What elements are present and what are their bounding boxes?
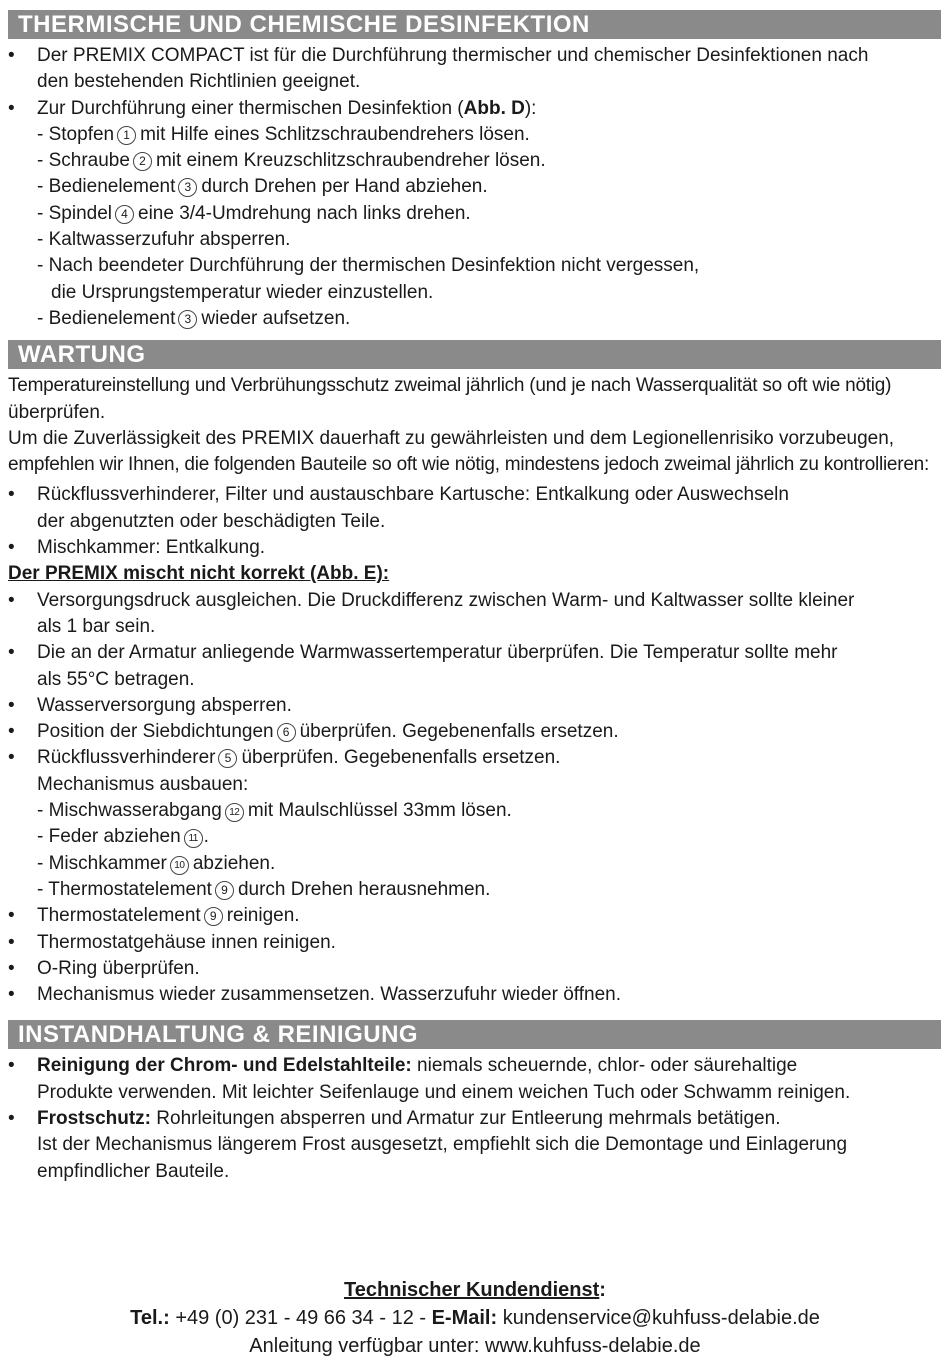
text: ):	[524, 97, 537, 119]
text: - Spindel	[37, 202, 112, 224]
bullet-item	[8, 535, 941, 561]
bullet: •	[8, 642, 15, 664]
text-line	[8, 905, 300, 926]
step-line: - Kaltwasserzufuhr absperren.	[37, 229, 291, 251]
wartung-body	[8, 373, 941, 1008]
bullet: •	[8, 957, 15, 979]
section-header-instandhaltung: INSTANDHALTUNG & REINIGUNG	[8, 1020, 941, 1049]
text-line: Thermostatgehäuse innen reinigen.	[37, 931, 336, 953]
text: niemals scheuernde, chlor- oder säurehaltige	[411, 1055, 798, 1077]
part-number-circle: 11	[184, 829, 203, 848]
bullet-item	[8, 693, 941, 719]
bullet-item	[8, 43, 941, 69]
text: Thermostatelement	[37, 905, 201, 927]
section-header-desinfektion: THERMISCHE UND CHEMISCHE DESINFEKTION	[8, 10, 941, 39]
text-line: Temperatureinstellung und Verbrühungsschutz zweimal jährlich (und je nach Wasserqualität so oft wie nötig)	[8, 375, 892, 397]
part-number-circle: 3	[178, 310, 197, 329]
text-line	[8, 1108, 780, 1129]
text-line: Produkte verwenden. Mit leichter Seifenlauge und einem weichen Tuch oder Schwamm reinigen.	[37, 1081, 851, 1103]
colon: :	[599, 1279, 606, 1301]
text: - Thermostatelement	[37, 878, 212, 900]
document-page	[8, 10, 941, 1185]
text: reinigen.	[226, 905, 300, 927]
text: Zur Durchführung einer thermischen Desinfektion (	[37, 97, 464, 119]
text-line: Wasserversorgung absperren.	[37, 694, 292, 716]
bullet-item	[8, 1053, 941, 1079]
bullet: •	[8, 1055, 15, 1077]
text: mit Hilfe eines Schlitzschraubendrehers lösen.	[140, 123, 530, 145]
text-line: Mischkammer: Entkalkung.	[37, 537, 266, 559]
text-line: Die an der Armatur anliegende Warmwassertemperatur überprüfen. Die Temperatur sollte mehr	[37, 642, 838, 664]
bullet: •	[8, 747, 15, 769]
bullet-item	[8, 745, 941, 771]
text-line	[8, 1055, 797, 1076]
text: .	[203, 826, 209, 848]
text-line: Um die Zuverlässigkeit des PREMIX dauerhaft zu gewährleisten und dem Legionellenrisiko vorzubeugen,	[8, 427, 895, 449]
text-line: empfehlen wir Ihnen, die folgenden Bauteile so oft wie nötig, mindestens jedoch zweimal jährlich zu kontrollieren:	[8, 454, 929, 476]
part-number-circle: 10	[170, 856, 189, 875]
text: - Bedienelement	[37, 176, 176, 198]
bullet: •	[8, 984, 15, 1006]
bullet-item	[8, 588, 941, 614]
bullet: •	[8, 589, 15, 611]
bullet: •	[8, 537, 15, 559]
step-line	[8, 851, 941, 877]
instandhaltung-body	[8, 1053, 941, 1184]
step-line	[8, 877, 941, 903]
service-heading	[0, 1276, 950, 1304]
text: durch Drehen herausnehmen.	[237, 878, 491, 900]
bullet: •	[8, 694, 15, 716]
bullet-item	[8, 719, 941, 745]
subheading: Der PREMIX mischt nicht korrekt (Abb. E):	[8, 563, 390, 585]
text: abziehen.	[192, 852, 276, 874]
text: Position der Siebdichtungen	[37, 721, 274, 743]
text: mit Maulschlüssel 33mm lösen.	[247, 800, 512, 822]
text: überprüfen. Gegebenenfalls ersetzen.	[299, 721, 619, 743]
step-line: - Nach beendeter Durchführung der thermischen Desinfektion nicht vergessen,	[37, 255, 700, 277]
text-line	[8, 747, 560, 768]
bullet-item	[8, 1106, 941, 1132]
tel-value: +49 (0) 231 - 49 66 34 - 12 -	[169, 1307, 432, 1329]
text: - Schraube	[37, 150, 130, 172]
text: wieder aufsetzen.	[201, 307, 351, 329]
part-number-circle: 12	[225, 803, 244, 822]
part-number-circle: 2	[133, 152, 152, 171]
bullet: •	[8, 931, 15, 953]
part-number-circle: 9	[204, 907, 223, 926]
part-number-circle: 4	[115, 205, 134, 224]
manual-link-line: Anleitung verfügbar unter: www.kuhfuss-delabie.de	[249, 1335, 701, 1357]
bullet: •	[8, 484, 15, 506]
step-line	[8, 201, 941, 227]
text: - Feder abziehen	[37, 826, 181, 848]
step-line	[8, 798, 941, 824]
part-number-circle: 6	[277, 723, 296, 742]
bullet-item	[8, 482, 941, 508]
text-line: als 55°C betragen.	[37, 668, 195, 690]
text-line	[8, 721, 619, 742]
text: überprüfen. Gegebenenfalls ersetzen.	[241, 747, 561, 769]
text-line: den bestehenden Richtlinien geeignet.	[37, 71, 361, 93]
bullet: •	[8, 721, 15, 743]
text: - Mischwasserabgang	[37, 800, 222, 822]
text: durch Drehen per Hand abziehen.	[201, 176, 488, 198]
text: Rohrleitungen absperren und Armatur zur Entleerung mehrmals betätigen.	[151, 1107, 781, 1129]
part-number-circle: 5	[218, 749, 237, 768]
footer	[0, 1276, 950, 1360]
step-line: die Ursprungstemperatur wieder einzustellen.	[51, 281, 434, 303]
text-line: Versorgungsdruck ausgleichen. Die Druckdifferenz zwischen Warm- und Kaltwasser sollte kleiner	[37, 589, 855, 611]
bullet: •	[8, 97, 15, 119]
part-number-circle: 1	[117, 126, 136, 145]
mail-label: E-Mail:	[431, 1307, 498, 1329]
part-number-circle: 3	[178, 178, 197, 197]
text: - Stopfen	[37, 123, 115, 145]
text-line: Mechanismus wieder zusammensetzen. Wasserzufuhr wieder öffnen.	[37, 984, 621, 1006]
text-line: Ist der Mechanismus längerem Frost ausgesetzt, empfiehlt sich die Demontage und Einlagerung	[37, 1134, 848, 1156]
text: Rückflussverhinderer	[37, 747, 216, 769]
bullet: •	[8, 45, 15, 66]
part-number-circle: 9	[215, 881, 234, 900]
tel-label: Tel.:	[130, 1307, 170, 1329]
figure-ref: Abb. D	[463, 97, 525, 119]
text-line	[8, 98, 536, 119]
bold-label: Frostschutz:	[37, 1107, 151, 1129]
text-line: Rückflussverhinderer, Filter und austauschbare Kartusche: Entkalkung oder Auswechseln	[37, 484, 789, 506]
service-title: Technischer Kundendienst	[344, 1279, 600, 1301]
bullet: •	[8, 1107, 15, 1129]
bullet-item	[8, 96, 941, 122]
text: - Bedienelement	[37, 307, 176, 329]
text-line: der abgenutzten oder beschädigten Teile.	[37, 510, 386, 532]
text-line: O-Ring überprüfen.	[37, 957, 200, 979]
text-line: überprüfen.	[8, 401, 106, 423]
bullet-item	[8, 930, 941, 956]
text-line: Mechanismus ausbauen:	[37, 773, 249, 795]
bullet-item	[8, 640, 941, 666]
bullet-item	[8, 982, 941, 1008]
bullet-item	[8, 903, 941, 929]
step-line	[8, 122, 941, 148]
bullet-item	[8, 956, 941, 982]
text-line: Der PREMIX COMPACT ist für die Durchführung thermischer und chemischer Desinfektionen nach	[37, 45, 869, 66]
step-line	[8, 148, 941, 174]
text: mit einem Kreuzschlitzschraubendreher lösen.	[155, 150, 546, 172]
text-line: als 1 bar sein.	[37, 615, 156, 637]
text: - Mischkammer	[37, 852, 167, 874]
step-line	[8, 306, 941, 332]
text-line: empfindlicher Bauteile.	[37, 1160, 230, 1182]
section-header-wartung: WARTUNG	[8, 340, 941, 369]
text: eine 3/4-Umdrehung nach links drehen.	[138, 202, 471, 224]
bold-label: Reinigung der Chrom- und Edelstahlteile:	[37, 1055, 412, 1077]
desinfektion-body	[8, 43, 941, 332]
step-line	[8, 174, 941, 200]
contact-line	[0, 1304, 950, 1332]
bullet: •	[8, 905, 15, 927]
mail-value: kundenservice@kuhfuss-delabie.de	[497, 1307, 820, 1329]
step-line	[8, 824, 941, 850]
